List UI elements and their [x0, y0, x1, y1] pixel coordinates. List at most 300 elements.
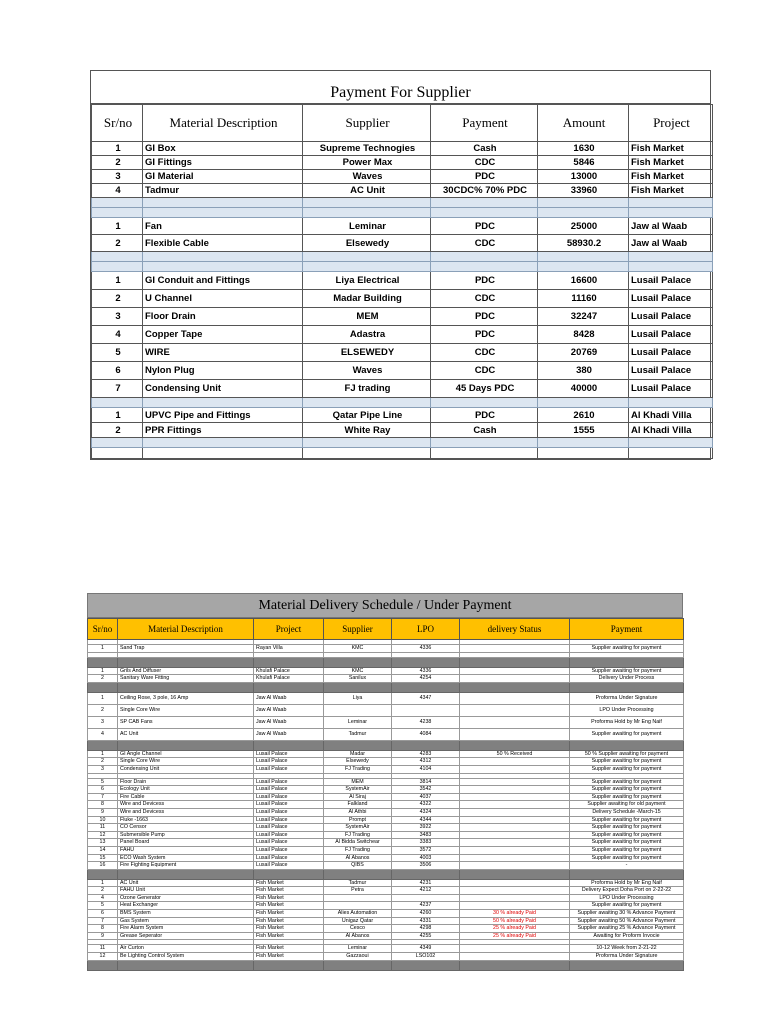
- table2-cell: Fish Market: [254, 932, 324, 940]
- empty-cell: [538, 398, 629, 408]
- table1-cell: Qatar Pipe Line: [303, 408, 431, 423]
- empty-cell: [303, 438, 431, 448]
- table2-cell: Al Siraj: [324, 793, 392, 801]
- table1-cell: ELSEWEDY: [303, 344, 431, 362]
- empty-cell: [629, 252, 713, 262]
- table2-cell: [460, 953, 570, 961]
- table2-cell: Gazzaoui: [324, 953, 392, 961]
- empty-cell: [254, 869, 324, 879]
- empty-cell: [431, 438, 538, 448]
- table2-cell: Fish Market: [254, 917, 324, 925]
- empty-cell: [143, 208, 303, 218]
- table2-cell: Alies Automation: [324, 910, 392, 918]
- table1-cell: 2610: [538, 408, 629, 423]
- empty-cell: [303, 398, 431, 408]
- table1-cell: Lusail Palace: [629, 308, 713, 326]
- table2-cell: Lusail Palace: [254, 846, 324, 854]
- table2-cell: Proforma Hold by Mr Eng Naif: [570, 716, 684, 728]
- empty-cell: [118, 682, 254, 692]
- table1-cell: Liya Electrical: [303, 272, 431, 290]
- table1-cell: CDC: [431, 362, 538, 380]
- table2-row: [88, 765, 684, 773]
- table1-cell: 58930.2: [538, 235, 629, 252]
- empty-cell: [143, 252, 303, 262]
- table1-cell: CDC: [431, 290, 538, 308]
- table1-row: [92, 362, 713, 380]
- empty-cell: [254, 960, 324, 970]
- empty-cell: [143, 448, 303, 459]
- table2-cell: 3572: [392, 846, 460, 854]
- table2-row: [88, 887, 684, 895]
- empty-cell: [118, 960, 254, 970]
- empty-cell: [92, 438, 143, 448]
- table2-row: [88, 808, 684, 816]
- table2-row: [88, 910, 684, 918]
- table1-cell: 1: [92, 408, 143, 423]
- table2-cell: Supplier awaiting for payment: [570, 786, 684, 794]
- table2-cell: Supplier awaiting for payment: [570, 902, 684, 910]
- table2-cell: [460, 839, 570, 847]
- empty-cell: [254, 657, 324, 667]
- separator-row: [92, 262, 713, 272]
- empty-cell: [538, 438, 629, 448]
- table2-row: [88, 839, 684, 847]
- empty-cell: [92, 262, 143, 272]
- table2-cell: Supplier awaiting for payment: [570, 816, 684, 824]
- table2-cell: Lusail Palace: [254, 786, 324, 794]
- empty-cell: [431, 262, 538, 272]
- table2-cell: 10: [88, 816, 118, 824]
- table1-row: [92, 380, 713, 398]
- table1-cell: Lusail Palace: [629, 380, 713, 398]
- empty-cell: [88, 740, 118, 750]
- table2-cell: Supplier awaiting for payment: [570, 831, 684, 839]
- separator-row: [92, 208, 713, 218]
- table1-row: [92, 423, 713, 438]
- table2-cell: Gas System: [118, 917, 254, 925]
- table2-cell: 10-12 Week from 2-21-22: [570, 945, 684, 953]
- table2-row: [88, 816, 684, 824]
- table1-cell: 1: [92, 272, 143, 290]
- empty-cell: [254, 682, 324, 692]
- table2-cell: Lusail Palace: [254, 765, 324, 773]
- table2-row: [88, 846, 684, 854]
- table2-cell: Lusail Palace: [254, 824, 324, 832]
- table1-row: [92, 156, 713, 170]
- table1-cell: GI Fittings: [143, 156, 303, 170]
- column-header: Payment: [570, 619, 684, 640]
- empty-cell: [431, 448, 538, 459]
- table2-cell: BMS System: [118, 910, 254, 918]
- table1-cell: CDC: [431, 235, 538, 252]
- separator-row: [88, 869, 684, 879]
- table2-row: [88, 854, 684, 862]
- table2-cell: Madar: [324, 750, 392, 758]
- table2-cell: 16: [88, 862, 118, 870]
- table2-cell: 13: [88, 839, 118, 847]
- table2-cell: 8: [88, 925, 118, 933]
- table2-cell: 6: [88, 786, 118, 794]
- table1-cell: U Channel: [143, 290, 303, 308]
- table2-cell: Fire Cable: [118, 793, 254, 801]
- table2-cell: Fish Market: [254, 894, 324, 902]
- table2-cell: Proforma Under Signature: [570, 953, 684, 961]
- table2-cell: Supplier awaiting for payment: [570, 824, 684, 832]
- table2-cell: Unigaz Qatar: [324, 917, 392, 925]
- table1-cell: 2: [92, 156, 143, 170]
- table2-cell: Fire Fighting Equipment: [118, 862, 254, 870]
- table1-cell: 30CDC% 70% PDC: [431, 184, 538, 198]
- table2-cell: Fish Market: [254, 925, 324, 933]
- table1-cell: Leminar: [303, 218, 431, 235]
- table1-cell: 16600: [538, 272, 629, 290]
- empty-cell: [324, 657, 392, 667]
- table2-cell: Delivery Schedule -March-15: [570, 808, 684, 816]
- table2-row: [88, 667, 684, 675]
- empty-cell: [392, 657, 460, 667]
- table2-cell: 3814: [392, 778, 460, 786]
- table2-cell: 4344: [392, 816, 460, 824]
- empty-cell: [392, 682, 460, 692]
- payment-for-supplier-table: [90, 70, 711, 460]
- table2-row: [88, 925, 684, 933]
- empty-cell: [431, 252, 538, 262]
- separator-row: [88, 657, 684, 667]
- table2-cell: Tadmur: [324, 728, 392, 740]
- table2-cell: Khulafi Palace: [254, 675, 324, 683]
- table2-cell: LPO Under Processing: [570, 894, 684, 902]
- table2-cell: Proforma Under Signature: [570, 692, 684, 704]
- table2-cell: [392, 894, 460, 902]
- table2-cell: [460, 793, 570, 801]
- table2-cell: 14: [88, 846, 118, 854]
- table1-cell: CDC: [431, 156, 538, 170]
- table1-row: [92, 218, 713, 235]
- table2-cell: 3383: [392, 839, 460, 847]
- table2-cell: Lusail Palace: [254, 793, 324, 801]
- table2-cell: 4: [88, 728, 118, 740]
- blank-row: [92, 448, 713, 459]
- table2-cell: 4037: [392, 793, 460, 801]
- table2-cell: [460, 808, 570, 816]
- table1-row: [92, 408, 713, 423]
- table1-cell: Lusail Palace: [629, 362, 713, 380]
- table2-cell: 4336: [392, 667, 460, 675]
- empty-cell: [629, 262, 713, 272]
- table1-row: [92, 235, 713, 252]
- table1-cell: Fish Market: [629, 142, 713, 156]
- table2-cell: Fluke -1663: [118, 816, 254, 824]
- table2-cell: [324, 902, 392, 910]
- table2-cell: SystemAir: [324, 824, 392, 832]
- table2-cell: [460, 778, 570, 786]
- table2-cell: 4254: [392, 675, 460, 683]
- table1-cell: 3: [92, 308, 143, 326]
- table1-cell: CDC: [431, 344, 538, 362]
- table2-cell: Leminar: [324, 945, 392, 953]
- empty-cell: [254, 740, 324, 750]
- table2-cell: Supplier awaiting 50 % Advance Payment: [570, 917, 684, 925]
- table2-cell: Jaw Al Waab: [254, 716, 324, 728]
- table2-row: [88, 778, 684, 786]
- table1-cell: PDC: [431, 326, 538, 344]
- empty-cell: [303, 208, 431, 218]
- table1-row: [92, 290, 713, 308]
- table2-cell: 6: [88, 910, 118, 918]
- column-header: Supplier: [303, 105, 431, 142]
- table2-cell: Al Abanos: [324, 854, 392, 862]
- table1-cell: Adastra: [303, 326, 431, 344]
- empty-cell: [303, 198, 431, 208]
- table1-cell: Fan: [143, 218, 303, 235]
- table2-cell: Khulafi Palace: [254, 667, 324, 675]
- table1-cell: 2: [92, 235, 143, 252]
- table2-cell: ECO Wash System: [118, 854, 254, 862]
- table2-cell: 4283: [392, 750, 460, 758]
- table1-cell: Cash: [431, 423, 538, 438]
- column-header: Amount: [538, 105, 629, 142]
- table1-cell: Waves: [303, 362, 431, 380]
- table1-cell: 8428: [538, 326, 629, 344]
- column-header: LPO: [392, 619, 460, 640]
- table2-cell: 9: [88, 932, 118, 940]
- table2-cell: [460, 801, 570, 809]
- table2-cell: Lusail Palace: [254, 758, 324, 766]
- empty-cell: [88, 682, 118, 692]
- table2-row: [88, 758, 684, 766]
- table2-cell: Al Bidda Switchear: [324, 839, 392, 847]
- table2-row: [88, 902, 684, 910]
- table2-cell: Ozone Generator: [118, 894, 254, 902]
- empty-cell: [629, 398, 713, 408]
- empty-cell: [88, 960, 118, 970]
- table2-row: [88, 704, 684, 716]
- empty-cell: [431, 398, 538, 408]
- table2-cell: Lusail Palace: [254, 750, 324, 758]
- column-header: Material Description: [118, 619, 254, 640]
- table1-cell: Condensing Unit: [143, 380, 303, 398]
- table2-cell: 1: [88, 750, 118, 758]
- empty-cell: [629, 448, 713, 459]
- table2-cell: Panel Board: [118, 839, 254, 847]
- table2-cell: 4336: [392, 645, 460, 653]
- table2-cell: 4003: [392, 854, 460, 862]
- table2-cell: Supplier awaiting for payment: [570, 758, 684, 766]
- empty-cell: [431, 208, 538, 218]
- table1-cell: WIRE: [143, 344, 303, 362]
- empty-cell: [143, 438, 303, 448]
- table1-header-row: [92, 105, 713, 142]
- table2-cell: [460, 758, 570, 766]
- table1-row: [92, 272, 713, 290]
- table1-cell: 25000: [538, 218, 629, 235]
- table1-cell: 1630: [538, 142, 629, 156]
- table2-cell: Jaw Al Waab: [254, 704, 324, 716]
- table2-cell: [460, 675, 570, 683]
- empty-cell: [460, 682, 570, 692]
- separator-row: [88, 682, 684, 692]
- table2-cell: KMC: [324, 667, 392, 675]
- empty-cell: [570, 657, 684, 667]
- table2-header-row: [88, 619, 684, 640]
- table2-cell: Lusail Palace: [254, 801, 324, 809]
- table1-cell: Flexible Cable: [143, 235, 303, 252]
- table2-cell: 5: [88, 778, 118, 786]
- table2-cell: CO Censor: [118, 824, 254, 832]
- table2-cell: Lusail Palace: [254, 854, 324, 862]
- table2-cell: [460, 824, 570, 832]
- table2-cell: Supplier awaiting for payment: [570, 839, 684, 847]
- table1-cell: Lusail Palace: [629, 326, 713, 344]
- table2-cell: Be Lighting Control System: [118, 953, 254, 961]
- table2-cell: FJ Trading: [324, 831, 392, 839]
- table2-cell: Elsewedy: [324, 758, 392, 766]
- table2-cell: [460, 831, 570, 839]
- table2-row: [88, 824, 684, 832]
- table2-cell: 12: [88, 953, 118, 961]
- separator-row: [92, 398, 713, 408]
- table1-row: [92, 308, 713, 326]
- empty-cell: [92, 252, 143, 262]
- table2-cell: Submersible Pump: [118, 831, 254, 839]
- table2-cell: 9: [88, 808, 118, 816]
- separator-row: [88, 960, 684, 970]
- table2-cell: 4331: [392, 917, 460, 925]
- table2-cell: 4312: [392, 758, 460, 766]
- separator-row: [88, 740, 684, 750]
- empty-cell: [303, 448, 431, 459]
- table2-cell: Ceiling Rose, 3 pole, 16 Amp: [118, 692, 254, 704]
- table2-cell: Condensing Unit: [118, 765, 254, 773]
- material-delivery-schedule-table: [87, 593, 683, 971]
- table1-cell: 11160: [538, 290, 629, 308]
- table2-cell: Supplier awaiting for payment: [570, 854, 684, 862]
- table1-cell: Waves: [303, 170, 431, 184]
- column-header: Material Description: [143, 105, 303, 142]
- table2-cell: 3: [88, 716, 118, 728]
- table2-cell: 8: [88, 801, 118, 809]
- table1-cell: 380: [538, 362, 629, 380]
- empty-cell: [92, 398, 143, 408]
- table1-cell: PDC: [431, 218, 538, 235]
- table1-cell: Supreme Technogies: [303, 142, 431, 156]
- separator-row: [92, 438, 713, 448]
- empty-cell: [460, 960, 570, 970]
- table1-cell: 1555: [538, 423, 629, 438]
- table2-cell: Lusail Palace: [254, 778, 324, 786]
- table2-cell: 11: [88, 945, 118, 953]
- table2-cell: Single Core Wire: [118, 704, 254, 716]
- table2-row: [88, 932, 684, 940]
- table2-cell: Single Core Wire: [118, 758, 254, 766]
- table2-cell: Al Abanos: [324, 932, 392, 940]
- table2-cell: 50 % Received: [460, 750, 570, 758]
- empty-cell: [392, 740, 460, 750]
- table2-cell: SystemAir: [324, 786, 392, 794]
- table1-cell: Lusail Palace: [629, 290, 713, 308]
- table2-row: [88, 953, 684, 961]
- table2-cell: 7: [88, 793, 118, 801]
- column-header: Sr/no: [92, 105, 143, 142]
- table2-cell: 12: [88, 831, 118, 839]
- table2-cell: [460, 862, 570, 870]
- table1-cell: 3: [92, 170, 143, 184]
- table1-row: [92, 170, 713, 184]
- table2-row: [88, 831, 684, 839]
- empty-cell: [629, 208, 713, 218]
- table1-title: Payment For Supplier: [91, 71, 710, 104]
- separator-row: [92, 252, 713, 262]
- empty-cell: [92, 448, 143, 459]
- empty-cell: [538, 208, 629, 218]
- empty-cell: [460, 657, 570, 667]
- empty-cell: [303, 262, 431, 272]
- empty-cell: [570, 682, 684, 692]
- table2-cell: 1: [88, 645, 118, 653]
- table2-cell: [460, 894, 570, 902]
- table2-cell: 2: [88, 675, 118, 683]
- table1-cell: Lusail Palace: [629, 272, 713, 290]
- empty-cell: [324, 960, 392, 970]
- table2-cell: AC Unit: [118, 879, 254, 887]
- table1-cell: PDC: [431, 308, 538, 326]
- table1-cell: 45 Days PDC: [431, 380, 538, 398]
- table2-cell: 4104: [392, 765, 460, 773]
- table2-cell: 5: [88, 902, 118, 910]
- column-header: Supplier: [324, 619, 392, 640]
- table2-cell: 4238: [392, 716, 460, 728]
- table2-cell: Supplier awaiting for old payment: [570, 801, 684, 809]
- table2-cell: 4231: [392, 879, 460, 887]
- table2-cell: 2: [88, 887, 118, 895]
- table1-cell: 5: [92, 344, 143, 362]
- table2-row: [88, 894, 684, 902]
- table2-row: [88, 945, 684, 953]
- table2-cell: Tadmur: [324, 879, 392, 887]
- table2-cell: [324, 704, 392, 716]
- table1-cell: 4: [92, 184, 143, 198]
- table2-cell: FJ Trading: [324, 846, 392, 854]
- table2-cell: 3542: [392, 786, 460, 794]
- table2-cell: 50 % already Paid: [460, 917, 570, 925]
- table2-cell: Falkland: [324, 801, 392, 809]
- table1-cell: 20769: [538, 344, 629, 362]
- table2-cell: Supplier awaiting for payment: [570, 846, 684, 854]
- empty-cell: [118, 869, 254, 879]
- table2-cell: [460, 854, 570, 862]
- empty-cell: [538, 262, 629, 272]
- table2-cell: [460, 902, 570, 910]
- table2-cell: [460, 786, 570, 794]
- table2-cell: [460, 887, 570, 895]
- table2-cell: 4: [88, 894, 118, 902]
- table2-cell: Liya: [324, 692, 392, 704]
- table2-cell: Rayan Villa: [254, 645, 324, 653]
- table2-title: Material Delivery Schedule / Under Payment: [87, 593, 683, 618]
- table1-cell: 13000: [538, 170, 629, 184]
- empty-cell: [324, 740, 392, 750]
- table2-cell: 3922: [392, 824, 460, 832]
- empty-cell: [431, 198, 538, 208]
- table1-cell: Fish Market: [629, 156, 713, 170]
- table2-cell: 1: [88, 879, 118, 887]
- table2-cell: FAHU: [118, 846, 254, 854]
- table2-cell: Awaiting for Proform Invocie: [570, 932, 684, 940]
- table1-cell: PPR Fittings: [143, 423, 303, 438]
- table1-cell: 2: [92, 423, 143, 438]
- table2-cell: [460, 846, 570, 854]
- table2-cell: 4324: [392, 808, 460, 816]
